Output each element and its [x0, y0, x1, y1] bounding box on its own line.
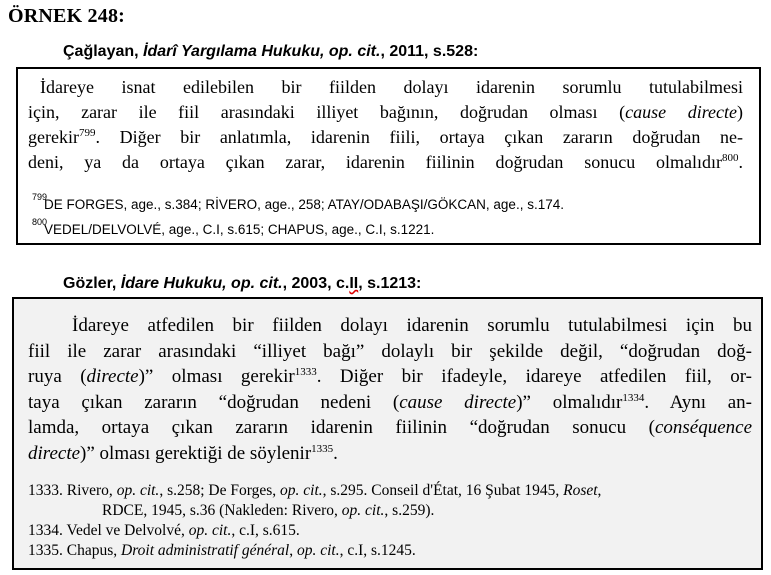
text-line: İdareye isnat edilebilen bir fiilden dolayı idarenin sorumlu tutulabilmesi: [40, 77, 743, 97]
source-book-title: İdare Hukuku, op. cit.: [120, 275, 283, 292]
source-author: Gözler,: [63, 275, 121, 292]
quote-box-1: [16, 67, 761, 245]
text-line: deni, ya da ortaya çıkan zarar, idarenin fiilinin doğrudan sonucu olmalıdır$^{800}$.: [28, 152, 743, 172]
footnote-number: 1334.: [28, 522, 63, 539]
text-line: gerekir$^{799}$. Diğer bir anlatımla, idarenin fiili, ortaya çıkan zararın doğrudan ne-: [28, 127, 743, 147]
text-line: lamda, ortaya çıkan zararın idarenin fiilinin “doğrudan sonucu (conséquence: [28, 417, 752, 438]
quote-box-2: [12, 297, 763, 570]
footnote-1333: 1333. Rivero, op. cit., s.258; De Forges, op. cit., s.295. Conseil d'État, 16 Şubat 1945, Roset,: [28, 482, 602, 499]
footnote-ref: 800: [722, 152, 739, 164]
source-citation-1: [63, 43, 478, 61]
text-line: fiil ile zarar arasındaki “illiyet bağı” dolaylı bir şekilde değil, “doğrudan doğ-: [28, 340, 752, 362]
footnote-ref: 1335: [311, 442, 334, 455]
text-line: ruya (directe)” olması gerekir$^{1333}$. Diğer bir ifadeyle, idareye atfedilen fiil, or-: [28, 366, 753, 387]
footnote-800: [32, 217, 435, 237]
footnote-text: VEDEL/DELVOLVÉ, age., C.I, s.615; CHAPUS, age., C.I, s.1221.: [44, 222, 435, 237]
footnote-799: [32, 192, 564, 212]
example-title: ÖRNEK 248:: [8, 5, 125, 27]
source-volume: II: [349, 275, 359, 292]
text-line: İdareye atfedilen bir fiilden dolayı idarenin sorumlu tutulabilmesi için bu: [72, 315, 752, 336]
source-citation-2: Gözler, İdare Hukuku, op. cit., 2003, c.II, s.1213:: [63, 275, 422, 292]
footnote-text: DE FORGES, age., s.384; RİVERO, age., 258; ATAY/ODABAŞI/GÖKCAN, age., s.174.: [44, 197, 564, 212]
quote-paragraph-1: [28, 75, 743, 175]
footnote-1333-continued: RDCE, 1945, s.36 (Nakleden: Rivero, op. cit., s.259).: [102, 502, 435, 519]
source-book-title: İdarî Yargılama Hukuku, op. cit.: [143, 43, 381, 60]
text-line: taya çıkan zararın “doğrudan nedeni (cause directe)” olmalıdır$^{1334}$. Aynı an-: [28, 391, 752, 413]
footnote-1334: 1334. Vedel ve Delvolvé, op. cit., c.I, s.615.: [28, 522, 300, 539]
source-details: , 2011, s.528:: [380, 43, 479, 60]
source-author: Çağlayan,: [63, 43, 144, 60]
quote-paragraph-2: [28, 313, 752, 466]
footnote-ref: 1334: [622, 391, 645, 404]
text-line: için, zarar ile fiil arasındaki illiyet bağının, doğrudan olması (cause directe): [28, 102, 743, 122]
text-line: directe)” olması gerektiği de söylenir$^{1335}$.: [28, 442, 338, 464]
footnote-1335: 1335. Chapus, Droit administratif général, op. cit., c.I, s.1245.: [28, 542, 416, 559]
footnote-number: 1333.: [28, 482, 63, 499]
footnote-number: 800: [32, 217, 48, 227]
footnote-ref: 799: [78, 127, 96, 139]
footnote-number: 799: [32, 192, 48, 202]
footnote-number: 1335.: [28, 542, 63, 559]
footnote-ref: 1333: [294, 366, 317, 378]
